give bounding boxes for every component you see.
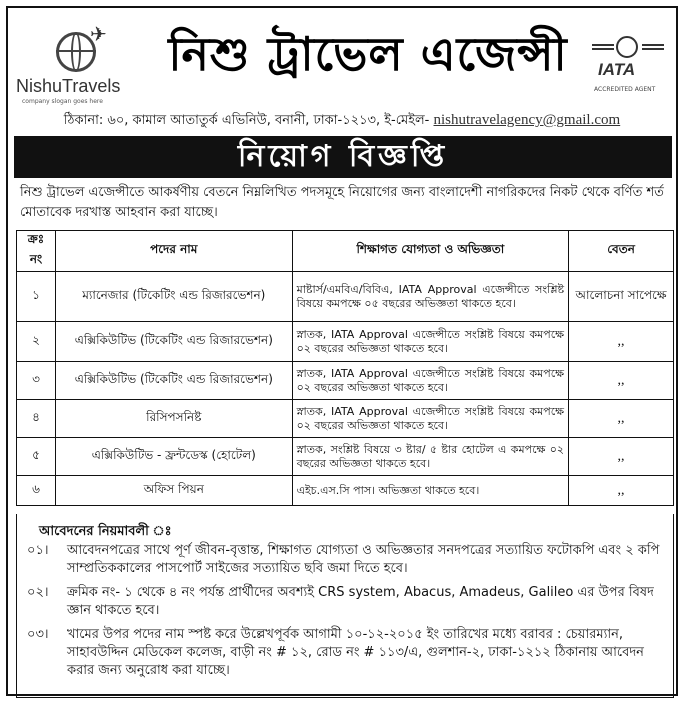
header-salary: বেতন	[569, 231, 674, 272]
row-post-name: ম্যানেজার (টিকেটিং এন্ড রিজারভেশন)	[55, 272, 292, 322]
row-qualification: স্নাতক, সংশ্লিষ্ট বিষয়ে ৩ ষ্টার/ ৫ ষ্টার হোটেল এ কমপক্ষে ০২ বছরের অভিজ্ঞতা থাকতে হবে।	[292, 438, 569, 476]
row-post-name: এক্সিকিউটিভ - ফ্রন্টডেস্ক (হোটেল)	[55, 438, 292, 476]
iata-globe-icon	[616, 36, 638, 58]
brand-name: NishuTravels	[16, 76, 121, 96]
row-qualification: মাষ্টার্স/এমবিএ/বিবিএ, IATA Approval এজেন্সীতে সংশ্লিষ্ট বিষয়ে কমপক্ষে ০৫ বছরের অভিজ্ঞতা থাকতে হবে।	[292, 272, 569, 322]
header-post-name: পদের নাম	[55, 231, 292, 272]
positions-table	[16, 230, 674, 506]
address-line	[8, 111, 676, 130]
row-post-name: এক্সিকিউটিভ (টিকেটিং এন্ড রিজারভেশন)	[55, 362, 292, 400]
rule-text: আবেদনপত্রের সাথে পূর্ণ জীবন-বৃত্তান্ত, শিক্ষাগত যোগ্যতা ও অভিজ্ঞতার সনদপত্রের সত্যায়িত ফটোকপি এবং ২ কপি সাম্প্রতিককালের পাসপোর্ট সাইজের সত্যায়িত ছবি জমা দিতে হবে।	[67, 543, 660, 576]
table-row	[17, 272, 674, 322]
row-salary: আলোচনা সাপেক্ষে	[569, 272, 674, 322]
email-link[interactable]: nishutravelagency@gmail.com	[433, 112, 621, 128]
row-post-name: রিসিপসনিষ্ট	[55, 400, 292, 438]
job-advertisement	[6, 6, 678, 696]
brand-slogan: company slogan goes here	[22, 98, 103, 105]
row-salary: ,,	[569, 362, 674, 400]
row-salary: ,,	[569, 400, 674, 438]
rule-text: খামের উপর পদের নাম স্পষ্ট করে উল্লেখপূর্বক আগামী ১০-১২-২০১৫ ইং তারিখের মধ্যে বরাবর : চেয়ারম্যান, সাহাবউদ্দিন মেডিকেল কলেজ, বাড়ী নং # ১২, রোড নং # ১১৩/এ, গুলশান-২, ঢাকা-১২১২ ঠিকানায় আবেদন করার জন্য অনুরোধ করা যাচ্ছে।	[67, 627, 644, 678]
row-serial: ৫	[17, 438, 56, 476]
row-qualification: এইচ.এস.সি পাস। অভিজ্ঞতা থাকতে হবে।	[292, 476, 569, 506]
row-salary: ,,	[569, 322, 674, 362]
header-serial: ক্রঃ নং	[17, 231, 56, 272]
iata-label: IATA	[598, 60, 636, 79]
iata-logo	[588, 32, 676, 102]
wing-left-icon	[592, 44, 614, 50]
row-qualification: স্নাতক, IATA Approval এজেন্সীতে সংশ্লিষ্ট বিষয়ে কমপক্ষে ০২ বছরের অভিজ্ঞতা থাকতে হবে।	[292, 362, 569, 400]
row-serial: ৬	[17, 476, 56, 506]
row-post-name: অফিস পিয়ন	[55, 476, 292, 506]
row-post-name: এক্সিকিউটিভ (টিকেটিং এন্ড রিজারভেশন)	[55, 322, 292, 362]
rule-number: ০২।	[27, 585, 49, 600]
nishu-travels-logo	[16, 22, 136, 110]
table-row	[17, 476, 674, 506]
table-row	[17, 438, 674, 476]
row-qualification: স্নাতক, IATA Approval এজেন্সীতে সংশ্লিষ্ট বিষয়ে কমপক্ষে ০২ বছরের অভিজ্ঞতা থাকতে হবে।	[292, 400, 569, 438]
row-serial: ৪	[17, 400, 56, 438]
row-salary: ,,	[569, 476, 674, 506]
header-qualification: শিক্ষাগত যোগ্যতা ও অভিজ্ঞতা	[292, 231, 569, 272]
rule-number: ০১।	[27, 543, 49, 558]
wing-right-icon	[642, 44, 664, 50]
table-header-row	[17, 231, 674, 272]
rules-title: আবেদনের নিয়মাবলী ঃ	[39, 524, 172, 539]
table-row	[17, 322, 674, 362]
airplane-icon: ✈	[90, 22, 107, 46]
row-serial: ২	[17, 322, 56, 362]
rule-text: ক্রমিক নং- ১ থেকে ৪ নং পর্যন্ত প্রার্থীদের অবশ্যই CRS system, Abacus, Amadeus, Galileo এর উপর বিষদ জ্ঞান থাকতে হবে।	[67, 585, 654, 618]
row-serial: ১	[17, 272, 56, 322]
table-row	[17, 400, 674, 438]
row-serial: ৩	[17, 362, 56, 400]
iata-accredited-label: ACCREDITED AGENT	[594, 86, 656, 93]
agency-title: নিশু ট্রাভেল এজেন্সী	[168, 27, 568, 81]
rule-number: ০৩।	[27, 627, 49, 642]
recruitment-banner: নিয়োগ বিজ্ঞপ্তি	[14, 136, 672, 178]
table-row	[17, 362, 674, 400]
application-rules	[16, 514, 674, 698]
row-qualification: স্নাতক, IATA Approval এজেন্সীতে সংশ্লিষ্ট বিষয়ে কমপক্ষে ০২ বছরের অভিজ্ঞতা থাকতে হবে।	[292, 322, 569, 362]
address-text: ঠিকানা: ৬০, কামাল আতাতুর্ক এভিনিউ, বনানী, ঢাকা-১২১৩, ই-মেইল-	[63, 113, 430, 128]
intro-paragraph: নিশু ট্রাভেল এজেন্সীতে আকর্ষণীয় বেতনে নিম্নলিখিত পদসমূহে নিয়োগের জন্য বাংলাদেশী নাগরিকদের নিকট থেকে বর্ণিত শর্ত মোতাবেক দরখাস্ত আহবান করা যাচ্ছে।	[20, 185, 664, 220]
row-salary: ,,	[569, 438, 674, 476]
